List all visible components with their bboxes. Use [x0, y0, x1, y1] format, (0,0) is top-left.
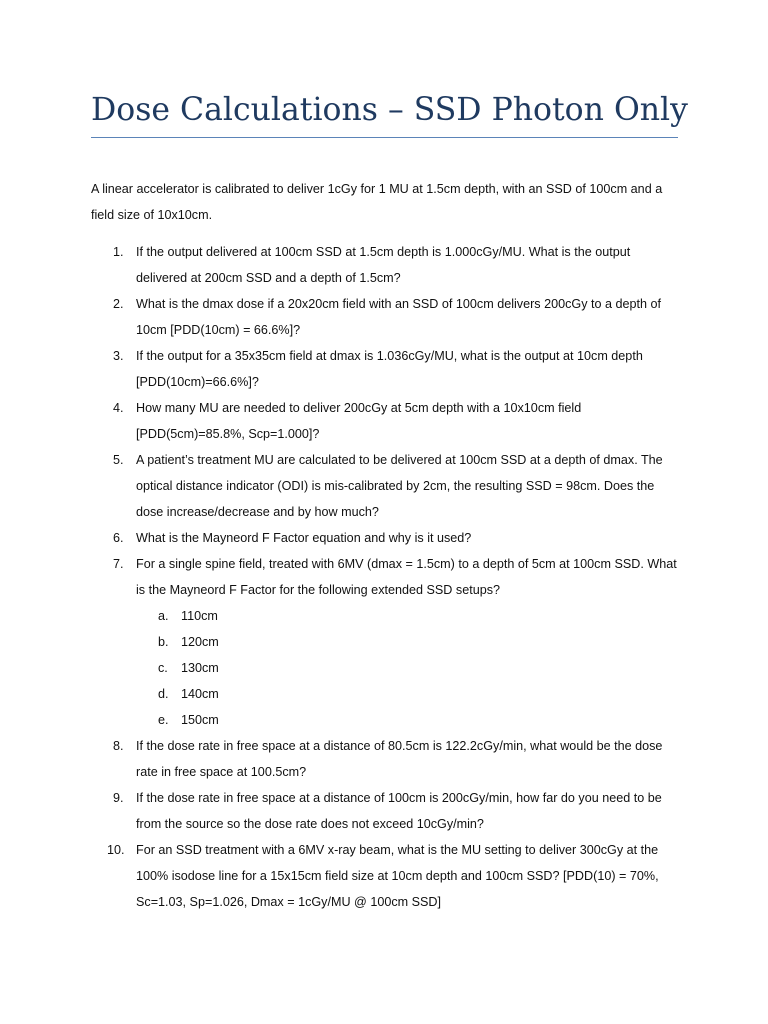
sub-question-letter: b.: [158, 635, 169, 649]
question-item: [0, 733, 684, 785]
question-number: 5.: [113, 453, 124, 467]
sub-question-item: [136, 707, 684, 733]
question-item: [0, 551, 684, 733]
question-text: For an SSD treatment with a 6MV x-ray beam, what is the MU setting to deliver 300cGy at the 100% isodose line for a 15x15cm field size at 10cm depth and 100cm SSD? [PDD(10) = 70%, Sc=1.03, Sp=1.026, Dmax = 1cGy/MU @ 100cm SSD]: [136, 843, 659, 909]
question-text: If the output delivered at 100cm SSD at 1.5cm depth is 1.000cGy/MU. What is the output delivered at 200cm SSD and a depth of 1.5cm?: [136, 245, 631, 285]
sub-question-text: 140cm: [181, 687, 219, 701]
question-item: [0, 395, 684, 447]
question-text: For a single spine field, treated with 6MV (dmax = 1.5cm) to a depth of 5cm at 100cm SSD. What is the Mayneord F Factor for the following extended SSD setups?: [136, 557, 677, 597]
question-number: 8.: [113, 739, 124, 753]
question-number: 4.: [113, 401, 124, 415]
sub-question-item: [136, 629, 684, 655]
question-item: [0, 837, 684, 915]
sub-question-letter: d.: [158, 687, 169, 701]
sub-question-letter: c.: [158, 661, 168, 675]
question-number: 1.: [113, 245, 124, 259]
question-list: [0, 239, 768, 915]
sub-question-text: 110cm: [181, 609, 218, 623]
question-text: How many MU are needed to deliver 200cGy at 5cm depth with a 10x10cm field [PDD(5cm)=85.8%, Scp=1.000]?: [136, 401, 582, 441]
question-number: 2.: [113, 297, 124, 311]
sub-question-list: [136, 603, 684, 733]
question-text: What is the dmax dose if a 20x20cm field with an SSD of 100cm delivers 200cGy to a depth of 10cm [PDD(10cm) = 66.6%]?: [136, 297, 662, 337]
sub-question-text: 130cm: [181, 661, 219, 675]
question-item: [0, 291, 684, 343]
question-number: 9.: [113, 791, 124, 805]
question-item: [0, 525, 684, 551]
question-text: What is the Mayneord F Factor equation and why is it used?: [136, 531, 472, 545]
sub-question-text: 120cm: [181, 635, 219, 649]
question-number: 7.: [113, 557, 124, 571]
question-number: 3.: [113, 349, 124, 363]
question-item: [0, 447, 684, 525]
question-number: 10.: [107, 843, 125, 857]
title-divider: [91, 137, 678, 138]
question-text: A patient’s treatment MU are calculated to be delivered at 100cm SSD at a depth of dmax. The optical distance indicator (ODI) is mis-calibrated by 2cm, the resulting SSD = 98cm. Does the dose increase/decrease and by how much?: [136, 453, 663, 519]
page-title: Dose Calculations – SSD Photon Only: [91, 92, 688, 128]
question-text: If the dose rate in free space at a distance of 80.5cm is 122.2cGy/min, what would be the dose rate in free space at 100.5cm?: [136, 739, 663, 779]
sub-question-letter: e.: [158, 713, 169, 727]
sub-question-item: [136, 655, 684, 681]
sub-question-letter: a.: [158, 609, 169, 623]
question-number: 6.: [113, 531, 124, 545]
question-text: If the dose rate in free space at a distance of 100cm is 200cGy/min, how far do you need to be from the source so the dose rate does not exceed 10cGy/min?: [136, 791, 662, 831]
sub-question-item: [136, 681, 684, 707]
question-item: [0, 343, 684, 395]
question-item: [0, 785, 684, 837]
sub-question-text: 150cm: [181, 713, 219, 727]
intro-paragraph: A linear accelerator is calibrated to deliver 1cGy for 1 MU at 1.5cm depth, with an SSD of 100cm and a field size of 10x10cm.: [91, 182, 663, 222]
question-item: [0, 239, 684, 291]
question-text: If the output for a 35x35cm field at dmax is 1.036cGy/MU, what is the output at 10cm depth [PDD(10cm)=66.6%]?: [136, 349, 643, 389]
sub-question-item: [136, 603, 684, 629]
